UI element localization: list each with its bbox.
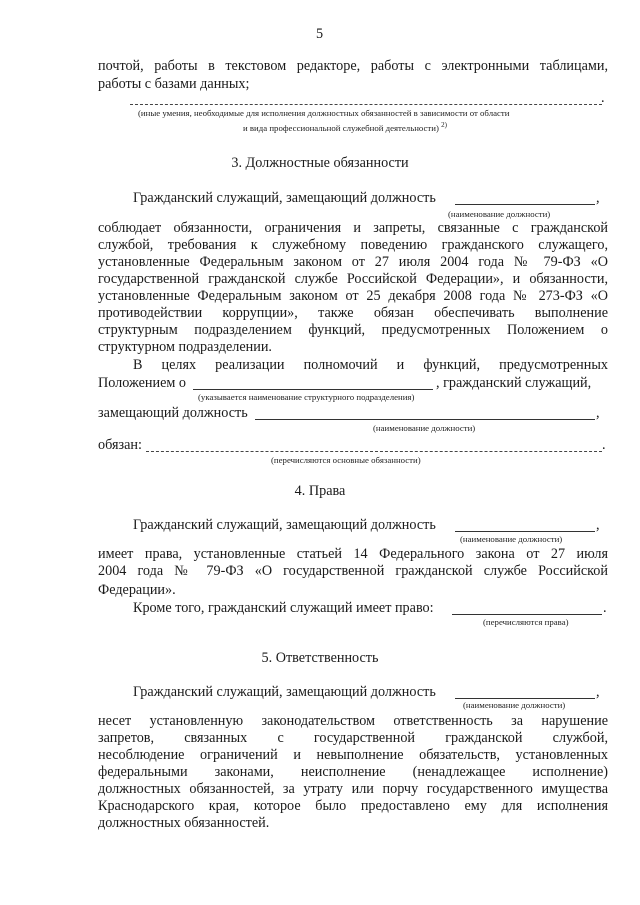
section-3-heading: 3. Должностные обязанности: [231, 155, 409, 171]
skills-caption-1: (иные умения, необходимые для исполнения должностных обязанностей в зависимости от области: [138, 108, 510, 118]
section-4-para-1: [98, 546, 608, 580]
section-3-holder-caption: (наименование должности): [373, 423, 476, 433]
section-4-intro: Гражданский служащий, замещающий должность: [133, 517, 436, 533]
section-5-position-caption: (наименование должности): [463, 700, 566, 710]
section-4-extra-line: [452, 614, 602, 615]
skills-caption-2: [243, 120, 447, 133]
page-number: 5: [316, 26, 324, 42]
section-4-extra-label: Кроме того, гражданский служащий имеет право:: [133, 600, 434, 616]
section-3-holder-line: [255, 419, 595, 420]
section-3-obliged-label: обязан:: [98, 437, 142, 453]
section-3-intro: Гражданский служащий, замещающий должность: [133, 190, 436, 206]
section-4-extra-caption: (перечисляются права): [483, 617, 569, 627]
section-3-para-2-line-1: В целях реализации полномочий и функций, предусмотренных: [133, 357, 608, 373]
section-3-para-1-line-2: службой, требования к служебному поведению гражданского служащего,: [98, 237, 608, 253]
skills-fill-line: [130, 104, 602, 105]
section-5-para-1-line-4: федеральными законами, неисполнение (ненадлежащее исполнение): [98, 764, 608, 780]
section-3-para-1: [98, 220, 608, 339]
footnote-mark: 2): [441, 121, 447, 129]
section-3-holder-end: ,: [596, 405, 600, 421]
section-3-position-line: [455, 204, 595, 205]
section-4-para-1-last: Федерации».: [98, 582, 176, 598]
section-5-para-1: [98, 713, 608, 815]
section-4-intro-end: ,: [596, 517, 600, 533]
section-5-para-1-last: должностных обязанностей.: [98, 815, 270, 831]
section-4-position-line: [455, 531, 595, 532]
section-3-para-2-end: , гражданский служащий,: [436, 375, 592, 391]
top-line-end: .: [601, 90, 605, 106]
section-3-unit-line: [193, 389, 433, 390]
section-3-obliged-caption: (перечисляются основные обязанности): [271, 455, 421, 465]
section-3-position-caption: (наименование должности): [448, 209, 551, 219]
section-4-heading: 4. Права: [294, 483, 346, 499]
section-5-intro-end: ,: [596, 684, 600, 700]
section-4-para-1-line-2: 2004 года № 79-ФЗ «О государственной гражданской службе Российской: [98, 563, 608, 579]
section-4-extra-end: .: [603, 600, 607, 616]
top-line-1: почтой, работы в текстовом редакторе, работы с электронными таблицами,: [98, 58, 608, 74]
section-5-para-1-line-3: несоблюдение ограничений и невыполнение обязательств, установленных: [98, 747, 608, 763]
section-3-obliged-end: .: [602, 437, 606, 453]
section-3-para-2-start: Положением о: [98, 375, 186, 391]
skills-caption-2-text: и вида профессиональной служебной деятельности): [243, 122, 439, 133]
section-3-para-1-line-1: соблюдает обязанности, ограничения и запреты, связанные с гражданской: [98, 220, 608, 236]
section-5-para-1-line-2: запретов, связанных с государственной гражданской службой,: [98, 730, 608, 746]
top-line-2: работы с базами данных;: [98, 76, 250, 92]
section-3-holder-label: замещающий должность: [98, 405, 248, 421]
section-3-intro-end: ,: [596, 190, 600, 206]
section-5-para-1-line-1: несет установленную законодательством ответственность за нарушение: [98, 713, 608, 729]
section-5-para-1-line-6: Краснодарского края, которое было предоставлено ему для исполнения: [98, 798, 608, 814]
section-3-para-1-line-3: установленные Федеральным законом от 27 июля 2004 года № 79-ФЗ «О: [98, 254, 608, 270]
section-3-para-1-line-7: структурным подразделением функций, предусмотренных Положением о: [98, 322, 608, 338]
section-3-para-1-line-4: государственной гражданской службе Российской Федерации», и обязанности,: [98, 271, 608, 287]
section-3-obliged-line: [146, 451, 602, 452]
section-3-para-1-line-5: установленные Федеральным законом от 25 декабря 2008 года № 273-ФЗ «О: [98, 288, 608, 304]
section-4-position-caption: (наименование должности): [460, 534, 563, 544]
section-5-position-line: [455, 698, 595, 699]
section-3-para-1-last: структурном подразделении.: [98, 339, 272, 355]
section-5-intro: Гражданский служащий, замещающий должность: [133, 684, 436, 700]
section-5-heading: 5. Ответственность: [261, 650, 379, 666]
section-3-para-1-line-6: противодействии коррупции», также обязан обеспечивать выполнение: [98, 305, 608, 321]
section-3-unit-caption: (указывается наименование структурного подразделения): [198, 392, 415, 402]
section-4-para-1-line-1: имеет права, установленные статьей 14 Федерального закона от 27 июля: [98, 546, 608, 562]
section-5-para-1-line-5: должностных обязанностей, за утрату или порчу государственного имущества: [98, 781, 608, 797]
